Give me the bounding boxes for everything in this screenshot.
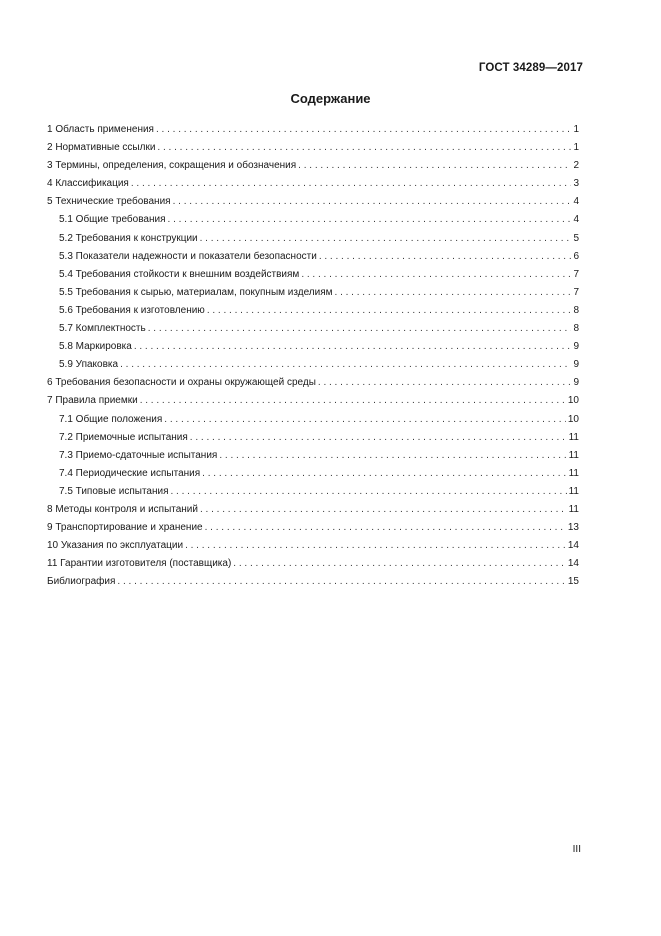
toc-leader-dots bbox=[173, 193, 572, 211]
toc-entry[interactable] bbox=[47, 465, 579, 483]
toc-entry-title: 7.5 Типовые испытания bbox=[59, 485, 169, 497]
toc-entry[interactable] bbox=[47, 447, 579, 465]
toc-leader-dots bbox=[120, 356, 571, 374]
toc-entry[interactable] bbox=[47, 519, 579, 537]
toc-entry-title: 5.4 Требования стойкости к внешним воздействиям bbox=[59, 268, 300, 280]
toc-entry[interactable] bbox=[47, 392, 579, 410]
toc-leader-dots bbox=[171, 483, 567, 501]
toc-entry-title: 1 Область применения bbox=[47, 124, 154, 135]
toc-entry-title: 10 Указания по эксплуатации bbox=[47, 540, 184, 552]
toc-entry-title: 7.4 Периодические испытания bbox=[59, 467, 201, 479]
toc-entry-title: 5.1 Общие требования bbox=[59, 214, 166, 226]
toc-leader-dots bbox=[205, 519, 566, 537]
toc-entry-page: 10 bbox=[567, 395, 579, 407]
toc-entry-page: 9 bbox=[573, 359, 579, 371]
doc-code: ГОСТ 34289—2017 bbox=[478, 62, 583, 74]
toc-entry[interactable] bbox=[47, 555, 579, 573]
toc-entry-page: 7 bbox=[573, 286, 579, 298]
toc-entry-page: 6 bbox=[573, 250, 579, 262]
toc-entry[interactable] bbox=[47, 139, 579, 157]
toc-leader-dots bbox=[319, 248, 572, 266]
toc-entry-title: 5 Технические требования bbox=[47, 196, 171, 208]
toc-leader-dots bbox=[185, 537, 566, 555]
toc-entry[interactable] bbox=[47, 230, 579, 248]
toc-entry[interactable] bbox=[47, 157, 579, 175]
toc-entry-title: 3 Термины, определения, сокращения и обозначения bbox=[47, 160, 297, 172]
toc-entry-title: 5.8 Маркировка bbox=[59, 341, 132, 353]
toc-entry[interactable] bbox=[47, 193, 579, 211]
toc-entry-title: 5.3 Показатели надежности и показатели безопасности bbox=[59, 250, 317, 262]
toc-entry-page: 9 bbox=[573, 341, 579, 353]
toc-entry-page: 8 bbox=[573, 304, 579, 316]
toc-entry-page: 14 bbox=[567, 540, 579, 552]
toc-entry-title: 11 Гарантии изготовителя (поставщика) bbox=[47, 558, 232, 570]
toc-entry[interactable] bbox=[47, 356, 579, 374]
toc-entry-page: 5 bbox=[573, 232, 579, 244]
toc-entry-page: 10 bbox=[567, 413, 579, 425]
toc-entry-title: 8 Методы контроля и испытаний bbox=[47, 503, 198, 515]
toc-entry-page: 11 bbox=[568, 467, 579, 479]
toc-entry-page: 8 bbox=[573, 323, 579, 335]
toc-entry-page: 15 bbox=[567, 576, 579, 588]
table-of-contents bbox=[47, 121, 579, 591]
toc-entry-page: 7 bbox=[573, 268, 579, 280]
page-number: III bbox=[572, 844, 581, 855]
toc-entry-title: Библиография bbox=[47, 576, 116, 588]
toc-leader-dots bbox=[140, 392, 566, 410]
toc-leader-dots bbox=[156, 121, 571, 139]
toc-entry-title: 9 Транспортирование и хранение bbox=[47, 522, 203, 534]
toc-leader-dots bbox=[148, 320, 572, 338]
toc-entry-page: 11 bbox=[568, 503, 579, 515]
toc-entry[interactable] bbox=[47, 537, 579, 555]
toc-entry-title: 7.2 Приемочные испытания bbox=[59, 431, 188, 443]
toc-leader-dots bbox=[318, 374, 572, 392]
toc-entry-title: 5.5 Требования к сырью, материалам, покупным изделиям bbox=[59, 286, 333, 298]
toc-entry[interactable] bbox=[47, 266, 579, 284]
toc-leader-dots bbox=[335, 284, 572, 302]
toc-entry-page: 4 bbox=[573, 196, 579, 208]
toc-entry-title: 7 Правила приемки bbox=[47, 395, 138, 407]
toc-leader-dots bbox=[200, 501, 567, 519]
toc-leader-dots bbox=[219, 447, 566, 465]
toc-entry-title: 5.7 Комплектность bbox=[59, 323, 146, 335]
toc-entry-title: 4 Классификация bbox=[47, 178, 129, 190]
toc-entry[interactable] bbox=[47, 320, 579, 338]
toc-entry-title: 7.1 Общие положения bbox=[59, 413, 163, 425]
toc-entry-title: 6 Требования безопасности и охраны окружающей среды bbox=[47, 377, 316, 389]
toc-entry[interactable] bbox=[47, 573, 579, 591]
toc-leader-dots bbox=[233, 555, 566, 573]
toc-leader-dots bbox=[157, 139, 571, 157]
toc-entry-title: 5.9 Упаковка bbox=[59, 359, 119, 371]
toc-entry-page: 11 bbox=[568, 431, 579, 443]
toc-leader-dots bbox=[298, 157, 571, 175]
toc-entry[interactable] bbox=[47, 121, 579, 139]
toc-entry[interactable] bbox=[47, 374, 579, 392]
toc-entry-page: 1 bbox=[573, 142, 579, 154]
toc-entry-title: 2 Нормативные ссылки bbox=[47, 142, 156, 154]
toc-entry[interactable] bbox=[47, 429, 579, 447]
toc-entry-page: 11 bbox=[568, 449, 579, 461]
toc-entry[interactable] bbox=[47, 248, 579, 266]
toc-leader-dots bbox=[164, 411, 566, 429]
toc-leader-dots bbox=[207, 302, 572, 320]
toc-entry-title: 5.6 Требования к изготовлению bbox=[59, 304, 205, 316]
toc-entry[interactable] bbox=[47, 501, 579, 519]
toc-leader-dots bbox=[168, 211, 572, 229]
toc-leader-dots bbox=[131, 175, 572, 193]
toc-entry-page: 1 bbox=[573, 124, 579, 135]
toc-leader-dots bbox=[134, 338, 572, 356]
toc-entry-page: 14 bbox=[567, 558, 579, 570]
toc-leader-dots bbox=[200, 230, 572, 248]
toc-leader-dots bbox=[117, 573, 565, 591]
toc-entry[interactable] bbox=[47, 211, 579, 229]
toc-entry-page: 13 bbox=[567, 522, 579, 534]
toc-entry-page: 2 bbox=[573, 160, 579, 172]
toc-entry[interactable] bbox=[47, 302, 579, 320]
toc-entry-page: 3 bbox=[573, 178, 579, 190]
toc-leader-dots bbox=[190, 429, 567, 447]
toc-entry-page: 11 bbox=[568, 485, 579, 497]
toc-leader-dots bbox=[301, 266, 571, 284]
toc-leader-dots bbox=[202, 465, 566, 483]
toc-entry[interactable] bbox=[47, 175, 579, 193]
toc-entry[interactable] bbox=[47, 483, 579, 501]
toc-entry-title: 5.2 Требования к конструкции bbox=[59, 232, 198, 244]
toc-entry-page: 4 bbox=[573, 214, 579, 226]
toc-entry[interactable] bbox=[47, 338, 579, 356]
toc-entry-page: 9 bbox=[573, 377, 579, 389]
toc-entry-title: 7.3 Приемо-сдаточные испытания bbox=[59, 449, 218, 461]
toc-entry[interactable] bbox=[47, 411, 579, 429]
toc-title: Содержание bbox=[290, 91, 371, 106]
toc-entry[interactable] bbox=[47, 284, 579, 302]
